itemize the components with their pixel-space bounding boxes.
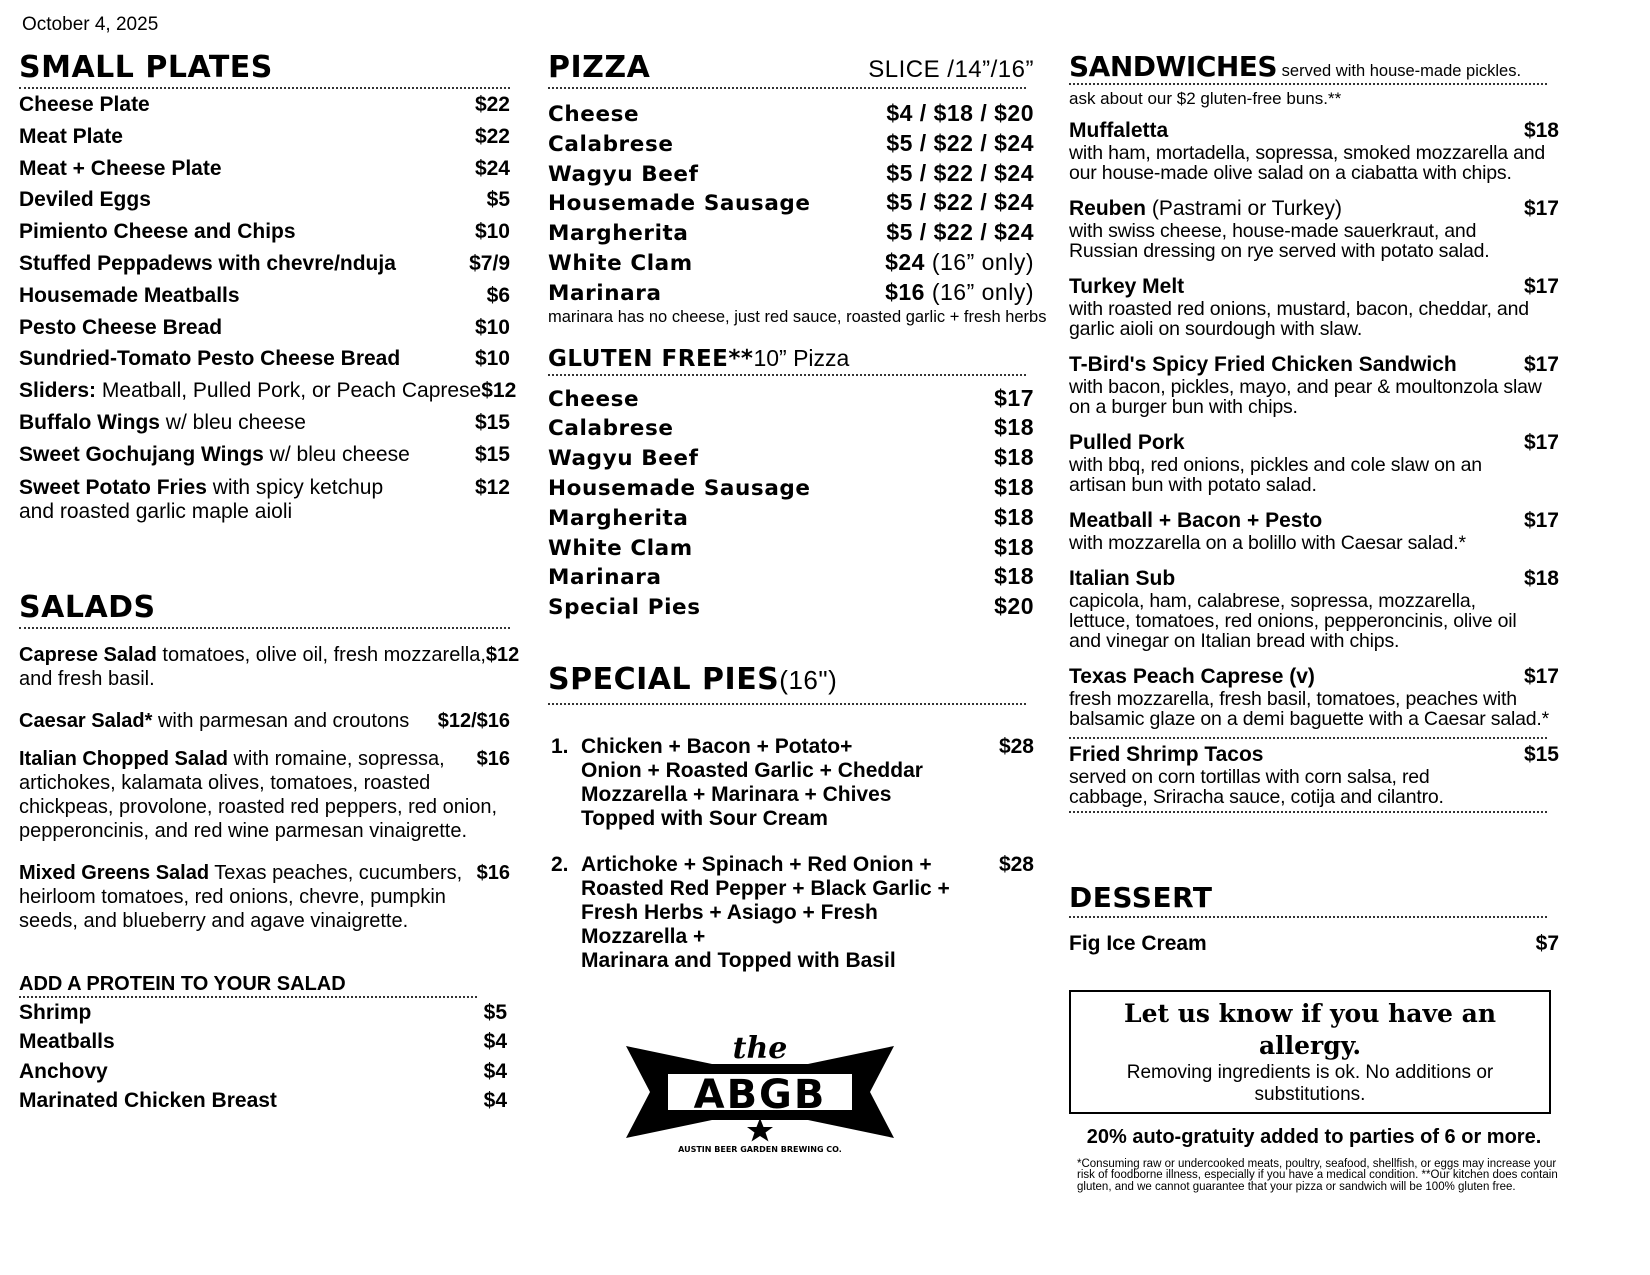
menu-item <box>19 280 510 312</box>
item-name: Meat Plate <box>19 124 123 148</box>
sandwiches-heading <box>1069 50 1559 83</box>
item-price: $4 <box>483 1059 507 1083</box>
item-price: $10 <box>474 315 510 339</box>
item-price: $7/9 <box>469 251 510 275</box>
item-name: Sliders: <box>19 379 97 403</box>
pizza-item <box>548 159 1034 189</box>
dessert-title: DESSERT <box>1069 881 1213 914</box>
menu-item: Sweet Potato Fries with spicy ketchup $12 <box>19 475 510 499</box>
gf-pizza-item <box>548 443 1034 473</box>
item-line: Mozzarella + Marinara + Chives <box>581 782 892 806</box>
item-price: $5 / $22 / $24 <box>886 129 1034 156</box>
gluten-free-bun-note: ask about our $2 gluten-free buns.** <box>1069 89 1342 108</box>
item-price: $18 <box>994 444 1034 471</box>
salad-item: Caesar Salad* with parmesan and croutons $12/$16 <box>19 709 510 732</box>
pizza-item: White Clam $24 (16” only) <box>548 248 1034 278</box>
item-price: $17 <box>1523 275 1559 298</box>
special-pies-heading <box>548 662 1026 705</box>
item-name: White Clam <box>548 535 693 561</box>
sandwich-item <box>1069 275 1559 339</box>
item-price: $16 <box>476 861 510 884</box>
item-name: Meatball + Bacon + Pesto <box>1069 509 1323 532</box>
sandwich-item <box>1069 509 1559 553</box>
abgb-logo <box>626 1028 894 1156</box>
item-name: Muffaletta <box>1069 119 1169 142</box>
item-price: $12/$16 <box>437 709 510 732</box>
sandwich-item-tacos <box>1069 743 1559 807</box>
menu-item <box>19 248 510 280</box>
special-pies-subtitle: (16") <box>779 664 838 695</box>
sandwich-item <box>1069 119 1559 183</box>
item-price: $5 / $22 / $24 <box>886 219 1034 246</box>
pizza-item: Marinara $16 (16” only) <box>548 278 1034 308</box>
logo-tagline: AUSTIN BEER GARDEN BREWING CO. <box>678 1145 842 1154</box>
item-name: Pulled Pork <box>1069 431 1185 454</box>
item-price: $17 <box>1523 353 1559 376</box>
item-description: and fresh basil. <box>19 667 155 690</box>
item-name: Cheese Plate <box>19 93 150 116</box>
item-number: 2. <box>551 852 569 876</box>
salads-title: SALADS <box>19 589 156 625</box>
item-price: $17 <box>1523 665 1559 688</box>
sandwiches-subtitle: served with house-made pickles. <box>1277 62 1522 80</box>
item-price: $10 <box>474 220 510 244</box>
item-price: $4 / $18 / $20 <box>886 100 1034 126</box>
logo-name-text: ABGB <box>693 1072 827 1118</box>
protein-item <box>19 1057 507 1087</box>
gluten-free-subtitle: 10” Pizza <box>753 344 850 371</box>
sandwich-list <box>1069 119 1559 813</box>
item-price: $17 <box>994 384 1034 411</box>
item-description: with roasted red onions, mustard, bacon, cheddar, and garlic aioli on sourdough with slaw. <box>1069 298 1529 340</box>
item-price: $22 <box>474 124 510 148</box>
sandwich-item <box>1069 567 1559 651</box>
left-column <box>19 50 520 1116</box>
right-column <box>1069 50 1559 1193</box>
protein-item <box>19 998 507 1028</box>
item-name: White Clam <box>548 250 693 276</box>
menu-item <box>19 89 510 121</box>
item-description: with swiss cheese, house-made sauerkraut, and Russian dressing on rye served with potato salad. <box>1069 220 1490 262</box>
item-name: Cheese <box>548 102 640 127</box>
menu-item: Sweet Gochujang Wings w/ bleu cheese $15 <box>19 439 510 471</box>
item-price: $5 <box>486 188 510 212</box>
item-price: $4 <box>483 1089 507 1113</box>
item-name: Fried Shrimp Tacos <box>1069 743 1264 766</box>
menu-item <box>19 153 510 185</box>
item-name: Special Pies <box>548 595 701 621</box>
item-description: with ham, mortadella, sopressa, smoked mozzarella and our house-made olive salad on a ciabatta with chips. <box>1069 142 1546 184</box>
allergy-subtext: Removing ingredients is ok. No additions or substitutions. <box>1126 1061 1494 1105</box>
item-name: Texas Peach Caprese (v) <box>1069 665 1315 688</box>
item-price: $18 <box>994 563 1034 590</box>
marinara-note: marinara has no cheese, just red sauce, roasted garlic + fresh herbs <box>548 307 1047 326</box>
item-name: Housemade Meatballs <box>19 283 240 307</box>
menu-item <box>19 184 510 216</box>
item-price: $20 <box>994 593 1034 620</box>
dessert-heading <box>1069 881 1547 918</box>
item-name: Pesto Cheese Bread <box>19 315 223 339</box>
menu-item: Sliders: Meatball, Pulled Pork, or Peach Caprese $12 <box>19 375 510 407</box>
item-price: $24 <box>885 248 925 275</box>
item-description: heirloom tomatoes, red onions, chevre, pumpkin seeds, and blueberry and agave vinaigrette. <box>19 885 446 932</box>
item-name: Anchovy <box>19 1059 108 1083</box>
pizza-title: PIZZA <box>548 50 651 85</box>
item-name: Pimiento Cheese and Chips <box>19 220 296 244</box>
gf-pizza-item <box>548 592 1034 622</box>
item-name: Wagyu Beef <box>548 161 699 187</box>
salad-item: Caprese Salad tomatoes, olive oil, fresh mozzarella, $12 and fresh basil. <box>19 643 520 690</box>
pizza-heading <box>548 50 1034 87</box>
item-price: $7 <box>1535 932 1559 955</box>
item-line: Artichoke + Spinach + Red Onion + <box>581 852 932 876</box>
item-description: served on corn tortillas with corn salsa, red cabbage, Sriracha sauce, cotija and cilantro. <box>1069 766 1444 808</box>
item-name: Calabrese <box>548 416 674 442</box>
item-price: $17 <box>1523 509 1559 532</box>
gluten-free-title: GLUTEN FREE** <box>548 345 754 372</box>
item-price: $16 <box>476 747 510 770</box>
item-price: $18 <box>994 503 1034 530</box>
gratuity-notice: 20% auto-gratuity added to parties of 6 or more. <box>1086 1125 1542 1148</box>
item-name: Italian Sub <box>1069 567 1176 590</box>
item-price: $22 <box>474 93 510 116</box>
item-name: Reuben <box>1069 197 1147 220</box>
item-price: $12 <box>481 379 517 403</box>
item-line: Marinara and Topped with Basil <box>581 948 896 972</box>
item-line: Fresh Herbs + Asiago + Fresh Mozzarella + <box>581 900 878 948</box>
disclaimer-text: *Consuming raw or undercooked meats, poultry, seafood, shellfish, or eggs may increase your risk of foodborne illness, especially if you have a medical condition. **Our kitchen does contain gluten, and we cannot guarantee that your pizza or sandwich will be 100% gluten free. <box>1077 1157 1558 1193</box>
item-description: artichokes, kalamata olives, tomatoes, roasted chickpeas, provolone, roasted red peppers, red onion, pepperoncinis, and red wine parmesan vinaigrette. <box>19 771 498 842</box>
protein-list <box>19 998 507 1116</box>
item-name: Housemade Sausage <box>548 475 811 501</box>
protein-item <box>19 1027 507 1057</box>
item-price: $12 <box>485 643 520 666</box>
item-name: Sweet Potato Fries <box>19 475 207 499</box>
item-description: with bbq, red onions, pickles and cole slaw on an artisan bun with potato salad. <box>1069 454 1482 496</box>
small-plates-title: SMALL PLATES <box>19 50 273 85</box>
item-description: fresh mozzarella, fresh basil, tomatoes, peaches with balsamic glaze on a demi baguette with a Caesar salad.* <box>1069 688 1550 730</box>
logo-the-text: the <box>732 1031 788 1066</box>
item-price: $15 <box>474 442 510 466</box>
item-name: Margherita <box>548 505 689 531</box>
menu-date: October 4, 2025 <box>22 14 159 35</box>
item-name: Italian Chopped Salad <box>19 747 228 770</box>
sandwich-item: Reuben (Pastrami or Turkey) $17 with swiss cheese, house-made sauerkraut, and Russian dressing on rye served with potato salad. <box>1069 197 1559 262</box>
middle-column <box>548 50 1047 973</box>
pizza-item <box>548 99 1034 129</box>
protein-heading: ADD A PROTEIN TO YOUR SALAD <box>19 973 477 998</box>
item-name: Stuffed Peppadews with chevre/nduja <box>19 251 396 275</box>
item-name: Meatballs <box>19 1030 115 1054</box>
item-line: Roasted Red Pepper + Black Garlic + <box>581 876 950 900</box>
salad-item: Mixed Greens Salad Texas peaches, cucumbers, $16 heirloom tomatoes, red onions, chevre, pumpkin seeds, and blueberry and agave vinaigrette. <box>19 861 510 932</box>
item-price: $5 / $22 / $24 <box>886 159 1034 186</box>
protein-item <box>19 1086 507 1116</box>
item-price: $15 <box>474 410 510 434</box>
salads-list <box>19 643 520 933</box>
item-price: $18 <box>1523 567 1559 590</box>
dessert-item <box>1069 928 1559 960</box>
menu-item <box>19 343 510 375</box>
item-price: $28 <box>998 852 1034 876</box>
item-price: $5 <box>483 1000 507 1024</box>
item-description: with bacon, pickles, mayo, and pear & moultonzola slaw on a burger bun with chips. <box>1069 376 1542 418</box>
sandwich-item <box>1069 665 1559 729</box>
menu-item: Buffalo Wings w/ bleu cheese $15 <box>19 407 510 439</box>
item-line: Onion + Roasted Garlic + Cheddar <box>581 758 923 782</box>
gf-pizza-item <box>548 413 1034 443</box>
small-plates-heading <box>19 50 510 89</box>
menu-item <box>19 312 510 344</box>
item-name: Marinated Chicken Breast <box>19 1089 277 1113</box>
pizza-list <box>548 99 1047 327</box>
item-description: and roasted garlic maple aioli <box>19 499 293 523</box>
item-price: $18 <box>994 533 1034 560</box>
item-name: Housemade Sausage <box>548 191 811 217</box>
pizza-item <box>548 129 1034 159</box>
item-name: Caprese Salad <box>19 643 157 666</box>
item-name: Buffalo Wings <box>19 410 160 434</box>
item-name: Caesar Salad* <box>19 709 153 732</box>
item-price: $12 <box>474 475 510 499</box>
special-pies-title: SPECIAL PIES <box>548 661 780 697</box>
item-price: $18 <box>994 414 1034 441</box>
item-price: $16 <box>885 278 925 305</box>
special-pie-item <box>548 735 1034 831</box>
special-pie-item <box>548 853 1034 973</box>
dessert-list <box>1069 928 1559 960</box>
sandwich-item <box>1069 353 1559 417</box>
gf-pizza-item <box>548 384 1034 414</box>
item-name: Sundried-Tomato Pesto Cheese Bread <box>19 347 401 371</box>
logo-star-icon <box>747 1118 773 1142</box>
item-name: Marinara <box>548 565 662 591</box>
item-name: Meat + Cheese Plate <box>19 156 222 180</box>
item-price: $28 <box>998 734 1034 758</box>
gf-pizza-item <box>548 503 1034 533</box>
pizza-item <box>548 218 1034 248</box>
item-price: $24 <box>474 156 510 180</box>
item-price: $5 / $22 / $24 <box>886 189 1034 216</box>
item-name: Fig Ice Cream <box>1069 932 1207 955</box>
menu-item <box>19 121 510 153</box>
sandwiches-title: SANDWICHES <box>1069 50 1278 83</box>
menu-item <box>19 216 510 248</box>
item-name: Deviled Eggs <box>19 188 151 212</box>
item-line: Chicken + Bacon + Potato+ <box>581 734 853 758</box>
gf-pizza-item <box>548 533 1034 563</box>
allergy-notice <box>1069 990 1551 1114</box>
sandwich-item <box>1069 431 1559 495</box>
salad-item: Italian Chopped Salad with romaine, sopressa, $16 artichokes, kalamata olives, tomatoes, roasted chickpeas, provolone, roasted red peppers, red onion, pepperoncinis, and red wine parmesan vinaigrette. <box>19 747 510 842</box>
item-price: $17 <box>1523 431 1559 454</box>
gluten-free-list <box>548 384 1034 622</box>
item-name: Calabrese <box>548 131 674 157</box>
item-name: Wagyu Beef <box>548 446 699 472</box>
item-price: $17 <box>1523 197 1559 220</box>
gf-pizza-item <box>548 562 1034 592</box>
special-pies-list <box>548 735 1034 973</box>
item-price: $4 <box>483 1030 507 1054</box>
item-description: with mozzarella on a bolillo with Caesar salad.* <box>1069 532 1466 554</box>
logo-graphic <box>626 1028 894 1156</box>
pizza-item <box>548 188 1034 218</box>
item-name: T-Bird's Spicy Fried Chicken Sandwich <box>1069 353 1457 376</box>
salads-heading <box>19 590 510 629</box>
item-name: Margherita <box>548 221 689 247</box>
item-name: Marinara <box>548 280 662 306</box>
item-number: 1. <box>551 734 569 758</box>
item-name: Mixed Greens Salad <box>19 861 210 884</box>
item-line: Topped with Sour Cream <box>581 806 828 830</box>
item-price: $10 <box>474 347 510 371</box>
gluten-free-heading <box>548 345 1026 376</box>
item-name: Shrimp <box>19 1000 92 1024</box>
item-price: $18 <box>994 473 1034 500</box>
allergy-headline: Let us know if you have an allergy. <box>1123 998 1496 1060</box>
item-price: $6 <box>486 283 510 307</box>
pizza-sizes: SLICE /14”/16” <box>868 56 1034 83</box>
item-name: Cheese <box>548 386 640 412</box>
item-description: capicola, ham, calabrese, sopressa, mozzarella, lettuce, tomatoes, red onions, pepperoncinis, olive oil and vinegar on Italian bread with chips. <box>1069 590 1517 652</box>
gf-pizza-item <box>548 473 1034 503</box>
item-name: Turkey Melt <box>1069 275 1185 298</box>
item-name: Sweet Gochujang Wings <box>19 442 264 466</box>
item-price: $18 <box>1523 119 1559 142</box>
small-plates-list <box>19 89 517 524</box>
item-price: $15 <box>1523 743 1559 766</box>
